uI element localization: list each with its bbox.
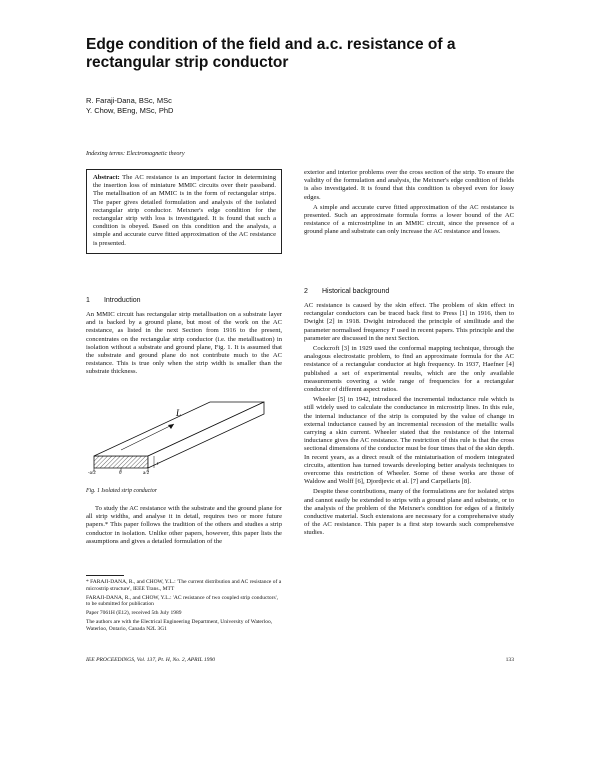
author-2: Y. Chow, BEng, MSc, PhD [86,106,174,115]
strip-front-face [94,456,148,468]
right-column-top [304,169,514,239]
footnotes [86,575,282,635]
figure-1-caption: Fig. 1 Isolated strip conductor [86,488,158,494]
figure-1-diagram [88,382,268,474]
indexing-terms: Indexing terms: Electromagnetic theory [86,150,185,157]
section-1-heading [86,297,141,304]
abstract-label: Abstract: [93,174,120,181]
section-2-body [304,302,514,540]
footnote-1: * FARAJI-DANA, R., and CHOW, Y.L.: 'The current distribution and AC resistance of a microstrip structure', IEEE Trans., MTT [86,579,282,592]
figure-label-t: t [157,462,159,467]
page-number: 133 [505,657,514,663]
footnote-2: FARAJI-DANA, R., and CHOW, Y.L.: 'AC resistance of two coupled strip conductors', to be submitted for publication [86,594,279,608]
footnote-4: The authors are with the Electrical Engineering Department, University of Waterloo, Waterloo, Ontario, Canada N2L 3G1 [86,618,273,632]
figure-label-right-x: a/2 [143,471,150,474]
figure-label-zero: 0 [119,471,122,474]
section-2-paragraph-3: Wheeler [5] in 1942, introduced the incremental inductance rule which is still widely used to calculate the conductance in microstrip lines. In this rule, the internal inductance of the strip is computed by the value of change in external inductance caused by an incremental recession of the metallic walls carrying a skin current. Wheeler stated that the resistance of the internal inductance gives the AC resistance. The restriction of this rule is that the cross sectional dimensions of the conductor must be four times that of the skin depth. In recent years, as a direct result of the miniaturisation of modern integrated circuits, attention has turned towards developing better analysis techniques to overcome this restriction of Wheeler. Some of these works are those of Waldow and Wolff [6], Djordjevic et al. [7] and Carpellaris [8]. [304,396,514,486]
page-footer [86,657,514,663]
section-1-number: 1 [86,297,90,304]
section-2-paragraph-4: Despite these contributions, many of the formulations are for isolated strips and cannot easily be extended to strips with a ground plane and substrate, or to the analysis of the problem of the Meixner's condition for edges of a finitely conductive material. Such extensions are necessary for a comprehensive study of the AC resistance. This paper is a first step towards such comprehensive studies. [304,488,514,537]
right-paragraph-2: A simple and accurate curve fitted approximation of the AC resistance is presented. Such an approximate formula forms a lower bound of the AC resistance of a microstripline in an MMIC circuit, since the presence of a ground plane and substrate can only increase the AC resistance and losses. [304,203,514,236]
section-1-body-continued [86,505,282,548]
section-1-title: Introduction [103,297,141,304]
figure-label-left-x: -a/2 [88,471,96,474]
author-1: R. Faraji-Dana, BSc, MSc [86,96,172,105]
right-paragraph-1: exterior and interior problems over the cross section of the strip. To ensure the validity of the formulation and analysis, the Meixner's edge condition of fields is also investigated. It is found that this condition is obeyed even for lossy edges. [304,169,514,201]
paper-title: Edge condition of the field and a.c. resistance of a rectangular strip conductor [86,36,456,71]
section-2-paragraph-1: AC resistance is caused by the skin effect. The problem of skin effect in rectangular conductors can be traced back first to Press [1] in 1916, then to Dwight [2] in 1918. Dwight introduced the principle of similitude and the parameter normalised frequency F used in recent papers. This principle and the parameter are discussed in the next Section. [304,302,514,342]
section-1-paragraph-1: An MMIC circuit has rectangular strip metallisation on a substrate layer and is backed by a ground plane, but most of the work on the AC resistance, as listed in the next Section from 1916 to the present, concentrates on the rectangular strip conductor (i.e. the metallisation) in isolation without a substrate and ground plane, Fig. 1. It is assumed that the substrate and ground plane do not contribute much to the AC resistance. This is true only when the strip width is smaller than the substrate thickness. [86,311,282,376]
footnote-rule [86,575,124,576]
figure-label-l: L [176,408,182,418]
section-2-number: 2 [304,288,308,295]
footnote-3: Paper 7061H (E12), received 5th July 1989 [86,610,182,617]
section-2-heading [304,288,389,295]
author-list [86,96,173,116]
section-2-paragraph-2: Cockcroft [3] in 1929 used the conformal mapping technique, through the analogous electrostatic problem, to find an approximate formula for the AC resistance of a rectangular conductor at high frequency. In 1937, Haefner [4] published a set of experimental results, which are the only available measurements covering a wide range of frequencies for a rectangular conductor of different aspect ratios. [304,345,514,394]
section-1-body [86,311,282,379]
section-2-title: Historical background [321,288,390,295]
abstract-text: The AC resistance is an important factor in determining the insertion loss of miniature MMIC circuits over their passband. The metallisation of an MMIC is in the form of rectangular strips. The paper gives detailed formulation and analysis of the isolated rectangular strip conductor. Meixner's edge condition for the rectangular strip with loss is investigated. It is found that such a condition is obeyed. Based on this condition and the analysis, a simple and accurate curve fitted approximation of the AC resistance is presented. [93,174,276,247]
abstract-box [86,169,282,254]
journal-citation: IEE PROCEEDINGS, Vol. 137, Pt. H, No. 2, APRIL 1990 [86,657,216,663]
section-1-paragraph-2: To study the AC resistance with the substrate and the ground plane for all strip widths, and analyse it in detail, requires two or more future papers.* This paper follows the tradition of the others and studies a strip conductor in isolation. Unlike other papers, however, this paper lists the assumptions and gives a detailed formulation of the [86,505,282,545]
